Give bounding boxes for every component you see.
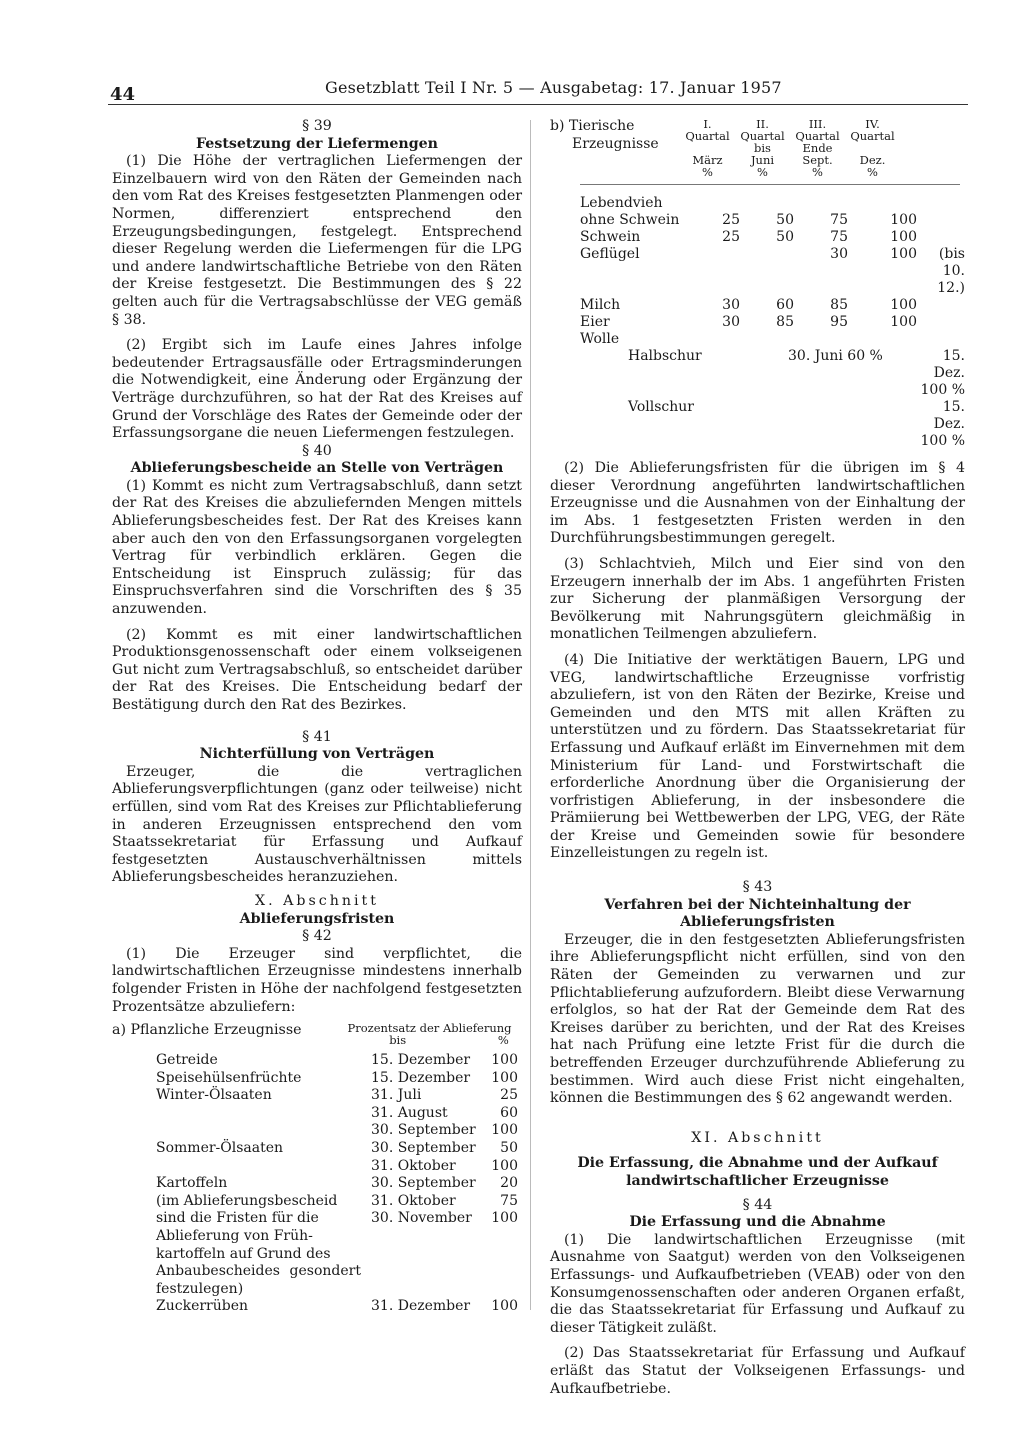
plant-deadline-date [361,1228,491,1246]
quarter-1-value [700,263,754,297]
row-note [923,229,965,246]
animal-products-label-1: b) Tierische [550,118,635,134]
quarter-2-value: 85 [776,314,794,330]
quarter-3-label: Quartal [795,129,840,143]
plant-deadline-date: 30. November [371,1210,472,1227]
animal-product-name: Eier [580,314,610,330]
plant-deadline-row [112,1070,522,1088]
section-40-paragraph-1: (1) Kommt es nicht zum Vertragsabschluß, dann setzt der Rat des Kreises die abzuliefernden Mengen mittels Ablieferungsbescheides fest. Der Rat des Kreises kann aber auch den von den Erfassungsorganen vorgelegten Vertrag für verbindlich erklären. Gegen die Entscheidung ist Einspruch zulässig; für das Einspruchsverfahren sind die Vorschriften des § 35 anzuwenden. [112,477,522,618]
quarter-2-unit: % [757,165,768,179]
section-43-title: Verfahren bei der Nichteinhaltung der Ablieferungsfristen [604,896,911,931]
plant-deadline-percent: 100 [491,1298,518,1315]
plant-product-name: Speisehülsenfrüchte [156,1069,302,1086]
quarter-3-month: Sept. [802,153,833,167]
plant-product-name: Sommer-Ölsaaten [156,1140,284,1157]
plant-deadline-percent: 25 [500,1087,518,1104]
plant-product-name: Winter-Ölsaaten [156,1087,272,1104]
plant-deadline-percent: 50 [500,1140,518,1157]
right-column [550,118,965,1398]
plant-deadline-table [112,1052,522,1316]
section-41-paragraph-1: Erzeuger, die die vertraglichen Ablieferungsverpflichtungen (ganz oder teilweise) nicht erfüllen, sind vom Rat des Kreises zur Pflichtablieferung in anderen Erzeugnissen entsprechend den vom Staatssekretariat für Erfassung und Aufkauf festgesetzten Austauschverhältnissen mittels Ablieferungsbescheides heranzuziehen. [112,763,522,886]
quarter-4-unit: % [867,165,878,179]
row-note [923,314,965,331]
plant-deadline-date: 30. September [371,1175,476,1192]
plant-deadline-row [112,1158,522,1176]
plant-deadline-date: 31. August [371,1104,448,1121]
abschnitt-x-heading: X. Abschnitt [255,892,379,909]
plant-deadline-percent: 100 [491,1069,518,1086]
row-note [923,331,965,348]
quarter-4-value [862,331,923,348]
plant-deadline-date [361,1263,491,1298]
quarter-4-value [862,195,923,212]
section-44-title: Die Erfassung und die Abnahme [629,1214,886,1231]
plant-deadline-date: 15. Dezember [371,1052,471,1069]
quarter-2-value: 50 [776,212,794,228]
page-header: Gesetzblatt Teil I Nr. 5 — Ausgabetag: 17. Januar 1957 [325,78,782,97]
quarter-3-value: 75 [830,229,848,245]
plant-product-name: kartoffeln auf Grund des [156,1245,331,1262]
quarter-3-value: 30 [830,246,848,262]
animal-deadline-row [550,263,965,297]
animal-deadline-row [550,212,965,229]
animal-deadline-table [550,195,965,348]
section-42-paragraph-2: (2) Die Ablieferungsfristen für die übrigen im § 4 dieser Verordnung angeführten landwirtschaftlichen Erzeugnisse und die Ausnahmen von der Einhaltung der im Abs. 1 festgesetzten Fristen werden in den Durchführungsbestimmungen geregelt. [550,460,965,547]
percentage-header-text: Prozentsatz der Ablieferung [347,1021,512,1036]
plant-deadline-date: 31. Juli [371,1087,422,1104]
animal-deadline-row [550,314,965,331]
section-40-paragraph-2: (2) Kommt es mit einer landwirtschaftlichen Produktionsgenossenschaft oder einem volkseigenen Gut nicht zum Vertragsabschluß, so entscheidet darüber der Rat des Kreises. Die Entscheidung bedarf der Bestätigung durch den Rat des Bezirkes. [112,626,522,713]
quarter-2-value [754,331,808,348]
plant-product-name: Anbaubescheides gesondert festzulegen) [156,1263,361,1297]
section-39-paragraph-1: (1) Die Höhe der vertraglichen Liefermengen der Einzelbauern wird von den Räten der Gemeinden nach den vom Rat des Kreises festgesetzten Planmengen oder Normen, differenziert entsprechend den Erzeugungsbedingungen, festgelegt. Entsprechend dieser Regelung werden die Liefermengen für die LPG und andere landwirtschaftliche Betriebe von den Räten der Kreise festgesetzt. Die Bestimmungen des § 22 gelten auch für die Vertragsabschlüsse der VEG gemäß § 38. [112,153,522,328]
plant-deadline-date [361,1246,491,1264]
plant-deadline-percent [491,1263,522,1298]
percentage-column-header [337,1022,522,1046]
plant-deadline-row [112,1228,522,1246]
section-42-number: § 42 [302,928,332,945]
section-41-number: § 41 [302,728,332,745]
quarter-4-label: Quartal [850,129,895,143]
wool-deadline-row [550,399,965,450]
section-42-paragraph-1: (1) Die Erzeuger sind verpflichtet, die landwirtschaftlichen Erzeugnisse mindestens innerhalb folgender Fristen in Höhe der nachfolgend festgesetzten Prozentsätze abzuliefern: [112,945,522,1015]
section-43-number: § 43 [742,879,773,896]
plant-product-name: Getreide [156,1052,218,1069]
quarter-4-value: 100 [890,297,917,313]
section-42-paragraph-3: (3) Schlachtvieh, Milch und Eier sind von den Erzeugern innerhalb der im Abs. 1 angeführten Fristen zur Sicherung der planmäßigen Versorgung der Bevölkerung mit Nahrungsgütern gleichmäßig in monatlichen Teilmengen abzuliefern. [550,555,965,643]
plant-deadline-header [112,1022,522,1046]
plant-deadline-percent: 75 [500,1192,518,1209]
plant-deadline-percent: 100 [491,1157,518,1174]
animal-table-rule [580,184,960,185]
section-40-title: Ablieferungsbescheide an Stelle von Verträgen [130,460,504,477]
plant-deadline-percent [491,1246,522,1264]
quarter-1-value: 25 [722,229,740,245]
plant-deadline-row [112,1175,522,1193]
plant-deadline-date: 30. September [371,1122,476,1139]
quarter-2-header [735,118,790,178]
plant-product-name: Ablieferung von Früh- [156,1228,313,1245]
quarter-2-value [754,263,808,297]
quarter-4-value: 100 [890,246,917,262]
quarter-3-value: 95 [830,314,848,330]
animal-product-name: Schwein [580,229,641,245]
animal-products-label-2: Erzeugnisse [572,135,659,152]
plant-deadline-date: 31. Oktober [371,1192,456,1209]
plant-product-name [112,1105,361,1123]
wool-deadline-table [550,348,965,450]
quarter-1-value [700,331,754,348]
section-41-title: Nichterfüllung von Verträgen [199,746,435,763]
column-divider [530,120,531,1310]
wool-type-name: Halbschur [628,348,702,364]
plant-deadline-percent: 100 [491,1210,518,1227]
quarter-2-numeral: II. [756,117,769,131]
row-note [923,195,965,212]
plant-product-name: Kartoffeln [156,1175,228,1192]
wool-final-deadline: 15. Dez. 100 % [920,399,965,449]
row-note: (bis [938,246,965,262]
left-column [112,118,522,1316]
quarter-2-value: 50 [776,229,794,245]
plant-product-name: (im Ablieferungsbescheid [156,1192,338,1209]
plant-product-name: sind die Fristen für die [156,1210,319,1227]
header-rule [108,104,968,105]
abschnitt-x-title: Ablieferungsfristen [239,910,395,927]
quarter-2-value [754,195,808,212]
abschnitt-xi-heading: XI. Abschnitt [691,1129,824,1146]
section-39-paragraph-2: (2) Ergibt sich im Laufe eines Jahres infolge bedeutender Ertragsausfälle oder Ertragsminderungen die Notwendigkeit, eine Änderung oder Ergänzung der Verträge durchzuführen, so hat der Rat des Kreises auf Grund der Vorschläge des Rates der Gemeinde oder der Erfassungsorgane die neuen Liefermengen festzulegen. [112,337,522,442]
plant-deadline-date: 31. Dezember [371,1298,471,1315]
quarter-3-value [808,263,862,297]
plant-deadline-percent: 20 [500,1175,518,1192]
quarter-3-value [808,195,862,212]
plant-product-name: Zuckerrüben [156,1298,249,1315]
quarter-2-value: 60 [776,297,794,313]
plant-deadline-row [112,1122,522,1140]
quarter-3-sublabel: Ende [802,141,833,155]
plant-deadline-date: 31. Oktober [371,1157,456,1174]
animal-deadline-row [550,246,965,263]
animal-product-name: Milch [580,297,621,313]
quarter-4-numeral: IV. [865,117,880,131]
quarter-1-header [680,118,735,178]
plant-deadline-row [112,1105,522,1123]
plant-product-name [112,1158,361,1176]
wool-deadline-row [550,348,965,399]
plant-deadline-row [112,1140,522,1158]
quarter-4-value: 100 [890,314,917,330]
plant-deadline-row [112,1193,522,1211]
quarter-4-value [862,263,923,297]
plant-deadline-percent: 100 [491,1122,518,1139]
section-44-paragraph-2: (2) Das Staatssekretariat für Erfassung und Aufkauf erläßt das Statut der Volkseigenen Erfassungs- und Aufkaufbetriebe. [550,1345,965,1397]
quarter-1-numeral: I. [703,117,712,131]
percentage-header-unit: % [497,1033,509,1048]
plant-product-name [112,1122,361,1140]
row-note [923,297,965,314]
animal-product-name: Wolle [580,331,620,347]
quarter-4-month: Dez. [859,153,886,167]
wool-type-name: Vollschur [628,399,694,415]
plant-deadline-percent [491,1228,522,1246]
section-40-number: § 40 [302,442,332,459]
animal-deadline-row [550,297,965,314]
wool-final-deadline: 15. Dez. 100 % [920,348,965,398]
plant-deadline-date: 15. Dezember [371,1069,471,1086]
animal-deadline-header-table [550,118,965,178]
quarter-4-value: 100 [890,229,917,245]
row-note [923,212,965,229]
quarter-1-value [700,195,754,212]
quarter-2-sublabel: bis [754,141,771,155]
section-44-number: § 44 [742,1196,773,1213]
animal-deadline-row [550,229,965,246]
quarter-3-value [808,331,862,348]
quarter-4-value: 100 [890,212,917,228]
quarter-2-month: Juni [750,153,775,167]
quarter-3-value: 75 [830,212,848,228]
plant-deadline-row [112,1052,522,1070]
section-43-paragraph-1: Erzeuger, die in den festgesetzten Ablieferungsfristen ihre Ablieferungspflicht nicht erfüllen, sind von den Räten der Gemeinden zu verwarnen und zur Pflichtablieferung aufzufordern. Bleibt diese Verwarnung erfolglos, so hat der Rat der Gemeinde dem Rat des Kreises darüber zu berichten, und der Rat des Kreises hat nach Prüfung eine letzte Frist für die durch die betreffenden Erzeuger durchzuführende Ablieferung zu bestimmen. Wird auch diese Frist nicht eingehalten, können die Bestimmungen des § 62 angewandt werden. [550,931,965,1107]
animal-deadline-row [550,195,965,212]
quarter-3-unit: % [812,165,823,179]
quarter-3-header [790,118,845,178]
section-39-title: Festsetzung der Liefermengen [196,135,438,152]
plant-deadline-row [112,1298,522,1316]
plant-deadline-percent: 60 [500,1104,518,1121]
row-note: 10. 12.) [937,263,965,296]
plant-products-label: a) Pflanzliche Erzeugnisse [112,1022,302,1039]
quarter-4-header [845,118,900,178]
quarter-3-value: 85 [830,297,848,313]
wool-first-deadline [788,399,908,450]
quarter-1-month: März [692,153,723,167]
plant-deadline-row [112,1210,522,1228]
quarter-1-value: 30 [722,314,740,330]
section-42-paragraph-4: (4) Die Initiative der werktätigen Bauern, LPG und VEG, landwirtschaftliche Erzeugnisse vorfristig abzuliefern, ist von den Räten der Bezirke, Kreise und Gemeinden und den MTS mit allen Kräften zu unterstützen und zu fördern. Das Staatssekretariat für Erfassung und Aufkauf erläßt im Einvernehmen mit dem Ministerium für Land- und Forstwirtschaft die erforderliche Anordnung über die Organisierung der vorfristigen Ablieferung, in der insbesondere die Prämiierung bei Wettbewerben der LPG, VEG, der Räte der Kreise und Gemeinden sowie für besondere Einzelleistungen zu regeln ist. [550,651,965,862]
percentage-header-bis: bis [389,1033,407,1048]
page-number: 44 [110,84,136,105]
quarter-2-label: Quartal [740,129,785,143]
quarter-3-numeral: III. [808,117,827,131]
quarter-1-value: 30 [722,297,740,313]
animal-product-name: Geflügel [580,246,640,262]
plant-deadline-row [112,1263,522,1298]
animal-product-name: Lebendvieh [580,195,663,211]
quarter-2-value [754,246,808,263]
animal-product-name: ohne Schwein [580,212,680,228]
plant-deadline-date: 30. September [371,1140,476,1157]
quarter-1-value: 25 [722,212,740,228]
plant-deadline-row [112,1246,522,1264]
quarter-1-unit: % [702,165,713,179]
section-44-paragraph-1: (1) Die landwirtschaftlichen Erzeugnisse (mit Ausnahme von Saatgut) werden von den Volkseigenen Erfassungs- und Aufkaufbetrieben (VEAB) oder von den Konsumgenossenschaften oder anderen Organen erfaßt, die das Staatssekretariat für Erfassung und Aufkauf zu dieser Tätigkeit zuläßt. [550,1231,965,1336]
section-39-number: § 39 [302,118,332,134]
quarter-1-label: Quartal [685,129,730,143]
wool-first-deadline: 30. Juni 60 % [788,348,883,364]
abschnitt-xi-title: Die Erfassung, die Abnahme und der Aufkauf landwirtschaftlicher Erzeugnisse [577,1155,938,1189]
animal-product-name [550,263,700,297]
animal-deadline-row [550,331,965,348]
plant-deadline-percent: 100 [491,1052,518,1069]
plant-deadline-row [112,1087,522,1105]
quarter-1-value [700,246,754,263]
